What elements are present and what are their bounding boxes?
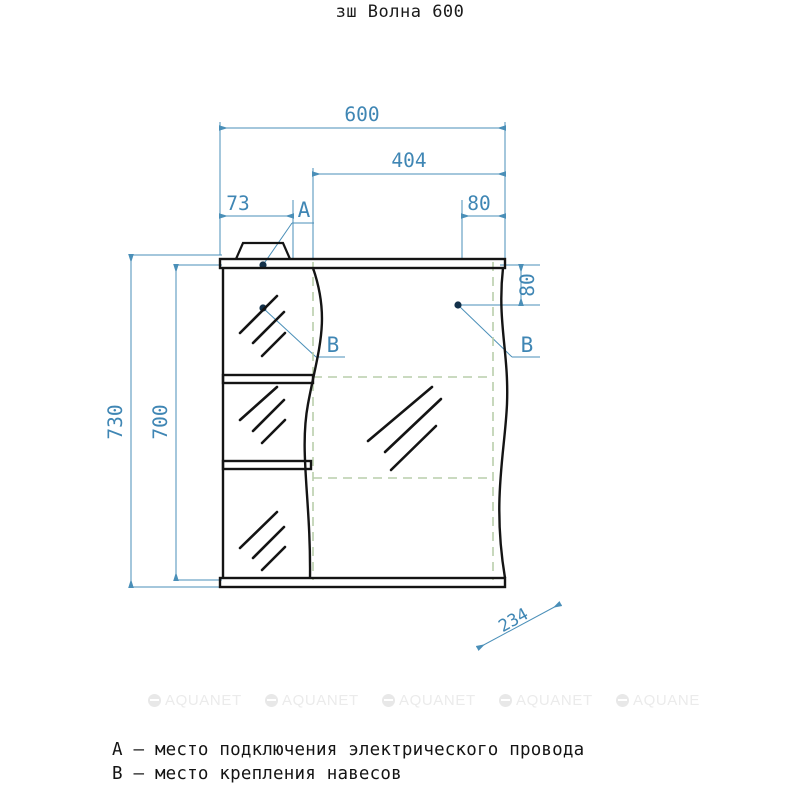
watermark-text: AQUANET	[282, 691, 359, 709]
dim-text-73: 73	[226, 192, 250, 215]
dim-text-600: 600	[344, 103, 380, 126]
point-b-right-marker	[454, 301, 461, 308]
aquanet-logo-icon	[265, 694, 278, 707]
watermark	[499, 690, 593, 710]
watermark-text: AQUANET	[399, 691, 476, 709]
watermark	[148, 690, 242, 710]
watermark-text: AQUANE	[633, 691, 700, 709]
page-title: зш Волна 600	[335, 2, 465, 22]
dimension-lines	[131, 122, 560, 648]
watermark	[616, 690, 700, 710]
leader-b-left	[263, 308, 316, 357]
callout-b-right-label: B	[520, 333, 534, 357]
legend-line-a: A – место подключения электрического провода	[112, 740, 585, 760]
hidden-edges-green	[313, 262, 493, 580]
callout-b-left-label: B	[326, 333, 340, 357]
watermark	[265, 690, 359, 710]
legend-line-b: B – место крепления навесов	[112, 764, 402, 784]
dim-text-80-right: 80	[516, 273, 539, 297]
callout-a-label: A	[297, 198, 311, 222]
aquanet-logo-icon	[148, 694, 161, 707]
callout-labels	[298, 198, 534, 357]
aquanet-logo-icon	[382, 694, 395, 707]
dim-text-700: 700	[149, 404, 172, 440]
glass-reflection-hatching	[240, 296, 441, 570]
watermark-text: AQUANET	[165, 691, 242, 709]
dim-text-730: 730	[104, 404, 127, 440]
dim-text-234: 234	[495, 604, 532, 637]
dim-text-404: 404	[391, 149, 427, 172]
watermark-text: AQUANET	[516, 691, 593, 709]
aquanet-logo-icon	[616, 694, 629, 707]
dim-text-80-top: 80	[467, 192, 491, 215]
aquanet-logo-icon	[499, 694, 512, 707]
dimension-labels	[104, 103, 539, 637]
watermark	[382, 690, 476, 710]
cabinet-outline	[220, 243, 507, 587]
